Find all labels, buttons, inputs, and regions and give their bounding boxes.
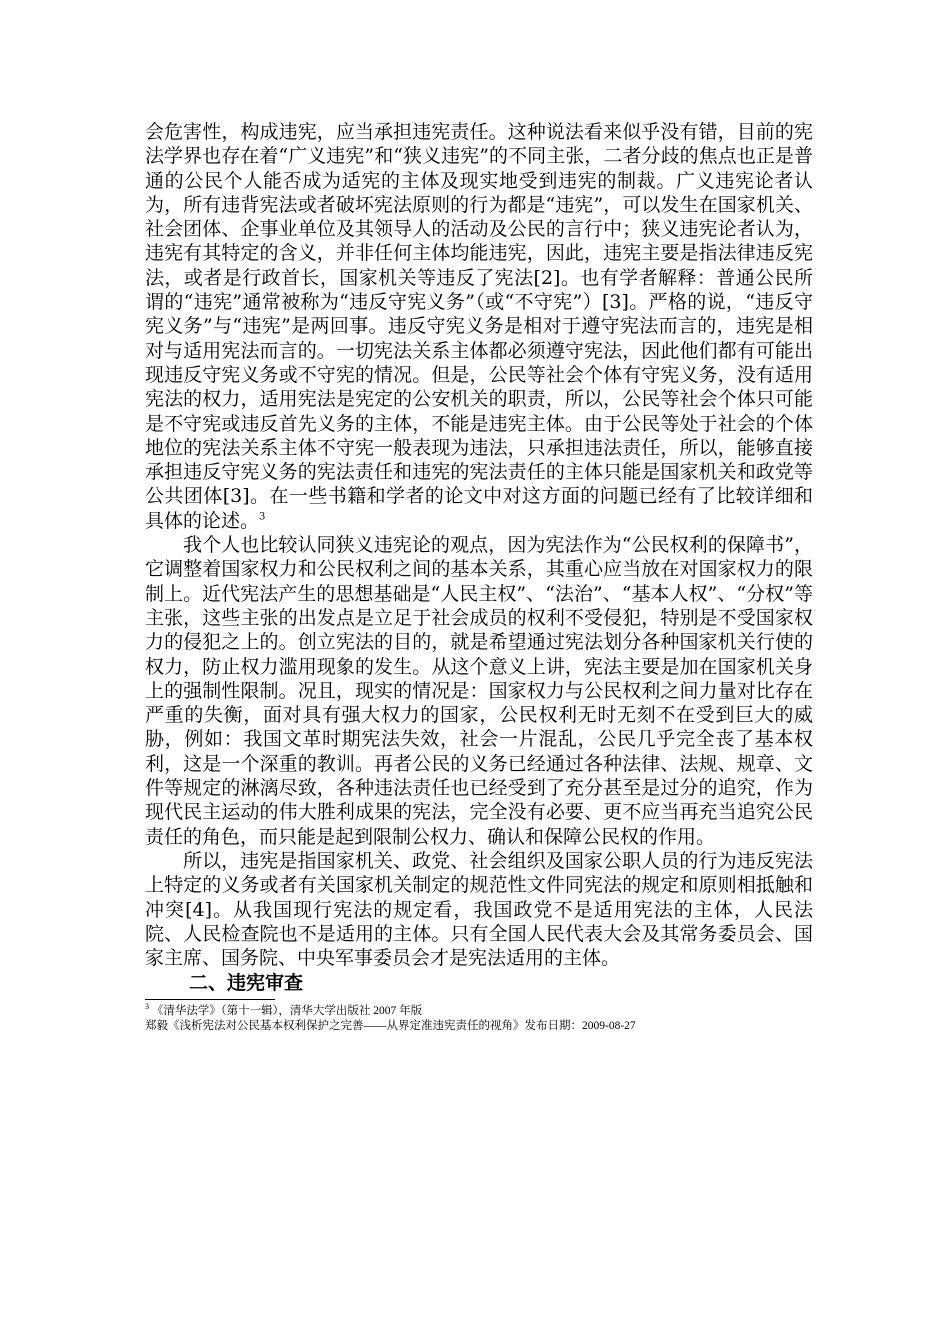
section-heading: 二、违宪审查 bbox=[189, 972, 304, 995]
footnote-1 bbox=[145, 1004, 813, 1019]
paragraph-3 bbox=[145, 849, 813, 970]
footnotes bbox=[145, 1004, 813, 1034]
footnote-separator bbox=[145, 999, 275, 1000]
footnote-2-text: 郑毅《浅析宪法对公民基本权利保护之完善——从界定准违宪责任的视角》发布日期：2009-08-27 bbox=[145, 1020, 636, 1033]
footnote-1-text: 《清华法学》（第十一辑），清华大学出版社 2007 年版 bbox=[151, 1005, 423, 1018]
footnote-2 bbox=[145, 1019, 813, 1034]
paragraph-1-text: 会危害性，构成违宪，应当承担违宪责任。这种说法看来似乎没有错，目前的宪法学界也存在着“广义违宪”和“狭义违宪”的不同主张，二者分歧的焦点也正是普通的公民个人能否成为适宪的主体及现实地受到违宪的制裁。广义违宪论者认为，所有违背宪法或者破坏宪法原则的行为都是“违宪”，可以发生在国家机关、社会团体、企事业单位及其领导人的活动及公民的言行中；狭义违宪论者认为，违宪有其特定的含义，并非任何主体均能违宪，因此，违宪主要是指法律违反宪法，或者是行政首长，国家机关等违反了宪法[2]。也有学者解释：普通公民所谓的“违宪”通常被称为“违反守宪义务”（或“不守宪”）[3]。严格的说，“违反守宪义务”与“违宪”是两回事。违反守宪义务是相对于遵守宪法而言的，违宪是相对与适用宪法而言的。一切宪法关系主体都必须遵守宪法，因此他们都有可能出现违反守宪义务或不守宪的情况。但是，公民等社会个体有守宪义务，没有适用宪法的权力，适用宪法是宪定的公安机关的职责，所以，公民等社会个体只可能是不守宪或违反首先义务的主体，不能是违宪主体。由于公民等处于社会的个体地位的宪法关系主体不守宪一般表现为违法，只承担违法责任，所以，能够直接承担违反守宪义务的宪法责任和违宪的宪法责任的主体只能是国家机关和政党等公共团体[3]。在一些书籍和学者的论文中对这方面的问题已经有了比较详细和具体的论述。 bbox=[145, 121, 813, 532]
footnote-ref-3: 3 bbox=[259, 511, 266, 523]
body-text bbox=[145, 120, 813, 970]
paragraph-1 bbox=[145, 120, 813, 533]
document-page bbox=[145, 120, 813, 1034]
footnote-1-mark: 3 bbox=[145, 1002, 149, 1012]
paragraph-3-text: 所以，违宪是指国家机关、政党、社会组织及国家公职人员的行为违反宪法上特定的义务或者有关国家机关制定的规范性文件同宪法的规定和原则相抵触和冲突[4]。从我国现行宪法的规定看，我国政党不是适用宪法的主体，人民法院、人民检查院也不是适用的主体。只有全国人民代表大会及其常务委员会、国家主席、国务院、中央军事委员会才是宪法适用的主体。 bbox=[145, 849, 813, 970]
paragraph-2 bbox=[145, 533, 813, 849]
paragraph-2-text: 我个人也比较认同狭义违宪论的观点，因为宪法作为“公民权利的保障书”，它调整着国家权力和公民权利之间的基本关系，其重心应当放在对国家权力的限制上。近代宪法产生的思想基础是“人民主权”、“法治”、“基本人权”、“分权”等主张，这些主张的出发点是立足于社会成员的权利不受侵犯，特别是不受国家权力的侵犯之上的。创立宪法的目的，就是希望通过宪法划分各种国家机关行使的权力，防止权力滥用现象的发生。从这个意义上讲，宪法主要是加在国家机关身上的强制性限制。况且，现实的情况是：国家权力与公民权利之间力量对比存在严重的失衡，面对具有强大权力的国家，公民权利无时无刻不在受到巨大的威胁，例如：我国文革时期宪法失效，社会一片混乱，公民几乎完全丧了基本权利，这是一个深重的教训。再者公民的义务已经通过各种法律、法规、规章、文件等规定的淋漓尽致，各种违法责任也已经受到了充分甚至是过分的追究，作为现代民主运动的伟大胜利成果的宪法，完全没有必要、更不应当再充当追究公民责任的角色，而只能是起到限制公权力、确认和保障公民权的作用。 bbox=[145, 534, 813, 848]
